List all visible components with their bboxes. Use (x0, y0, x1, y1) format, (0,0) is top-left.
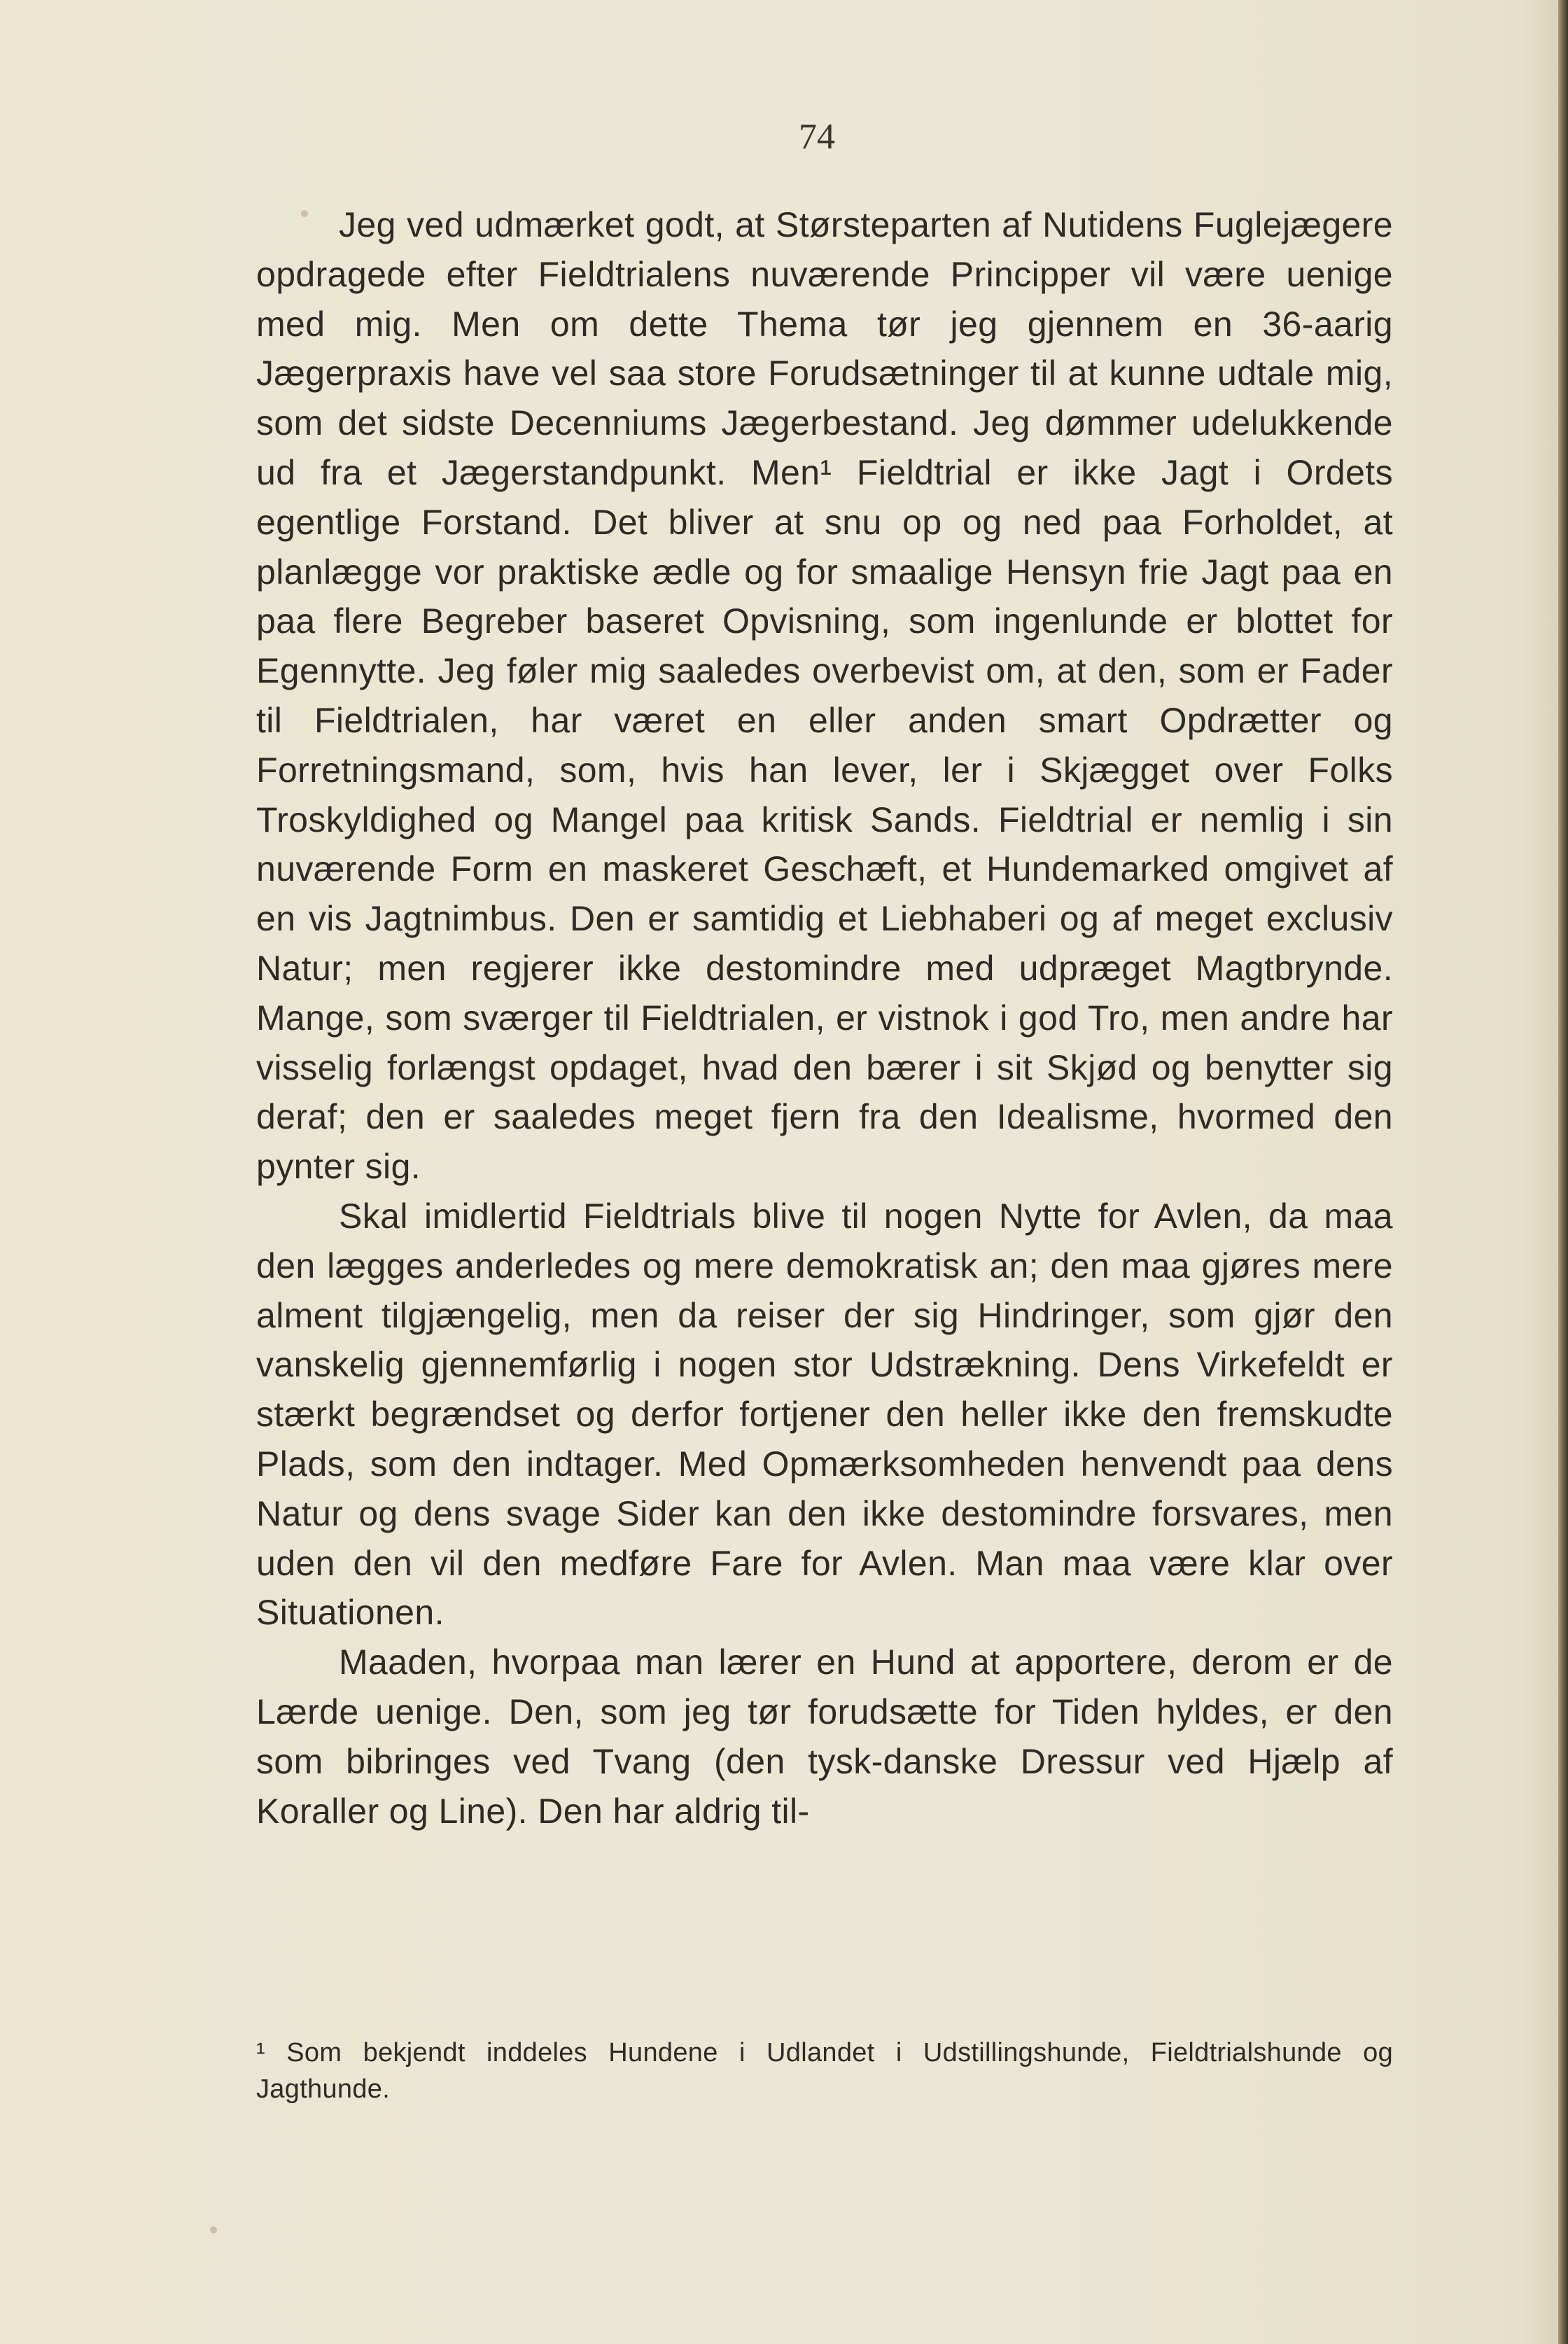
page-edge-shadow (1558, 0, 1568, 2344)
paragraph-1: Jeg ved udmærket godt, at Størsteparten af Nutidens Fuglejægere opdragede efter Fieldtrialens nuværende Principper vil være uenige med mig. Men om dette Thema tør jeg gjennem en 36-aarig Jægerpraxis have vel saa store Forudsætninger til at kunne udtale mig, som det sidste Decenniums Jægerbestand. Jeg dømmer udelukkende ud fra et Jægerstandpunkt. Men¹ Fieldtrial er ikke Jagt i Ordets egentlige Forstand. Det bliver at snu op og ned paa Forholdet, at planlægge vor praktiske ædle og for smaalige Hensyn frie Jagt paa en paa flere Begreber baseret Opvisning, som ingenlunde er blottet for Egennytte. Jeg føler mig saaledes overbevist om, at den, som er Fader til Fieldtrialen, har været en eller anden smart Opdrætter og Forretningsmand, som, hvis han lever, ler i Skjægget over Folks Troskyldighed og Mangel paa kritisk Sands. Fieldtrial er nemlig i sin nuværende Form en maskeret Geschæft, et Hundemarked omgivet af en vis Jagtnimbus. Den er samtidig et Liebhaberi og af meget exclusiv Natur; men regjerer ikke destomindre med udpræget Magtbrynde. Mange, som sværger til Fieldtrialen, er vistnok i god Tro, men andre har visselig forlængst opdaget, hvad den bærer i sit Skjød og benytter sig deraf; den er saaledes meget fjern fra den Idealisme, hvormed den pynter sig. (256, 205, 1393, 1187)
main-text (256, 200, 1393, 1836)
ink-speck (210, 2226, 217, 2233)
footnote: ¹ Som bekjendt inddeles Hundene i Udlandet i Udstillingshunde, Fieldtrialshunde og Jagthunde. (256, 2038, 1393, 2104)
paragraph-2: Skal imidlertid Fieldtrials blive til nogen Nytte for Avlen, da maa den lægges anderledes og mere demokratisk an; den maa gjøres mere alment tilgjængelig, men da reiser der sig Hindringer, som gjør den vanskelig gjennemførlig i nogen stor Udstrækning. Dens Virkefeldt er stærkt begrændset og derfor fortjener den heller ikke den fremskudte Plads, som den indtager. Med Opmærksomheden henvendt paa dens Natur og dens svage Sider kan den ikke destomindre forsvares, men uden den vil den medføre Fare for Avlen. Man maa være klar over Situationen. (256, 1196, 1393, 1633)
page-number: 74 (799, 117, 835, 157)
ink-speck (301, 210, 308, 217)
paragraph-3: Maaden, hvorpaa man lærer en Hund at apportere, derom er de Lærde uenige. Den, som jeg tør forudsætte for Tiden hyldes, er den som bibringes ved Tvang (den tysk-danske Dressur ved Hjælp af Koraller og Line). Den har aldrig til- (256, 1642, 1393, 1831)
